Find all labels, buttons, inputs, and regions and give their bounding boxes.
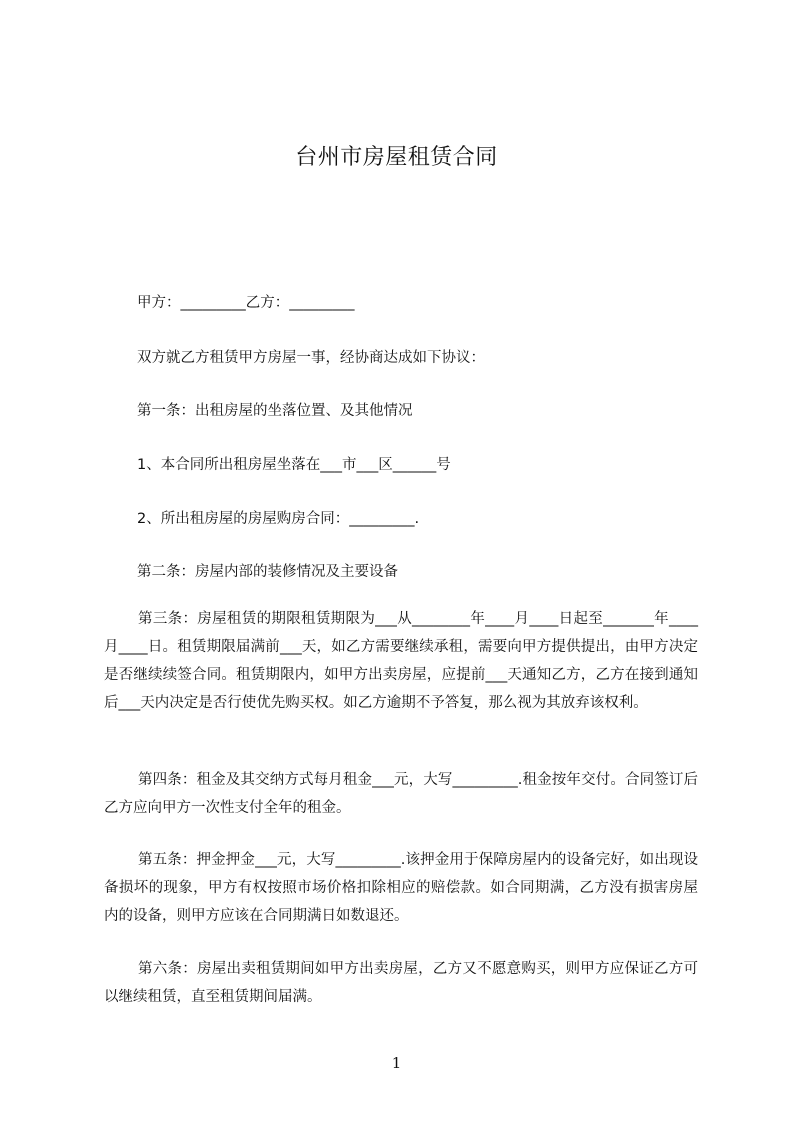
page-number: 1 xyxy=(391,1054,402,1072)
parties-line: 甲方：_________乙方：_________ xyxy=(137,295,355,311)
article-5-paragraph: 第五条：押金押金___元，大写_________.该押金用于保障房屋内的设备完好，如出现设备损坏的现象，甲方有权按照市场价格扣除相应的赔偿款。如合同期满，乙方没有损害房屋内的设备，则甲方应该在合同期满日如数退还。 xyxy=(104,852,698,924)
article-4-paragraph: 第四条：租金及其交纳方式每月租金___元，大写_________.租金按年交付。合同签订后乙方应向甲方一次性支付全年的租金。 xyxy=(104,772,698,816)
article-1-item-2: 2、所出租房屋的房屋购房合同：_________. xyxy=(137,511,420,527)
article-3-paragraph: 第三条：房屋租赁的期限租赁期限为___从________年____月____日起至_______年____月____日。租赁期限届满前___天，如乙方需要继续承租，需要向甲方提供提出，由甲方决定是否继续续签合同。租赁期限内，如甲方出卖房屋，应提前___天通知乙方，乙方在接到通知后___天内决定是否行使优先购买权。如乙方逾期不予答复，那么视为其放弃该权利。 xyxy=(104,611,698,711)
intro-paragraph: 双方就乙方租赁甲方房屋一事，经协商达成如下协议： xyxy=(137,350,485,366)
article-6-paragraph: 第六条：房屋出卖租赁期间如甲方出卖房屋，乙方又不愿意购买，则甲方应保证乙方可以继续租赁，直至租赁期间届满。 xyxy=(104,961,698,1005)
article-2-heading: 第二条：房屋内部的装修情况及主要设备 xyxy=(137,564,398,580)
article-1-item-1: 1、本合同所出租房屋坐落在___市___区______号 xyxy=(137,457,451,473)
article-1-heading: 第一条：出租房屋的坐落位置、及其他情况 xyxy=(137,403,413,419)
document-title: 台州市房屋租赁合同 xyxy=(295,145,498,170)
